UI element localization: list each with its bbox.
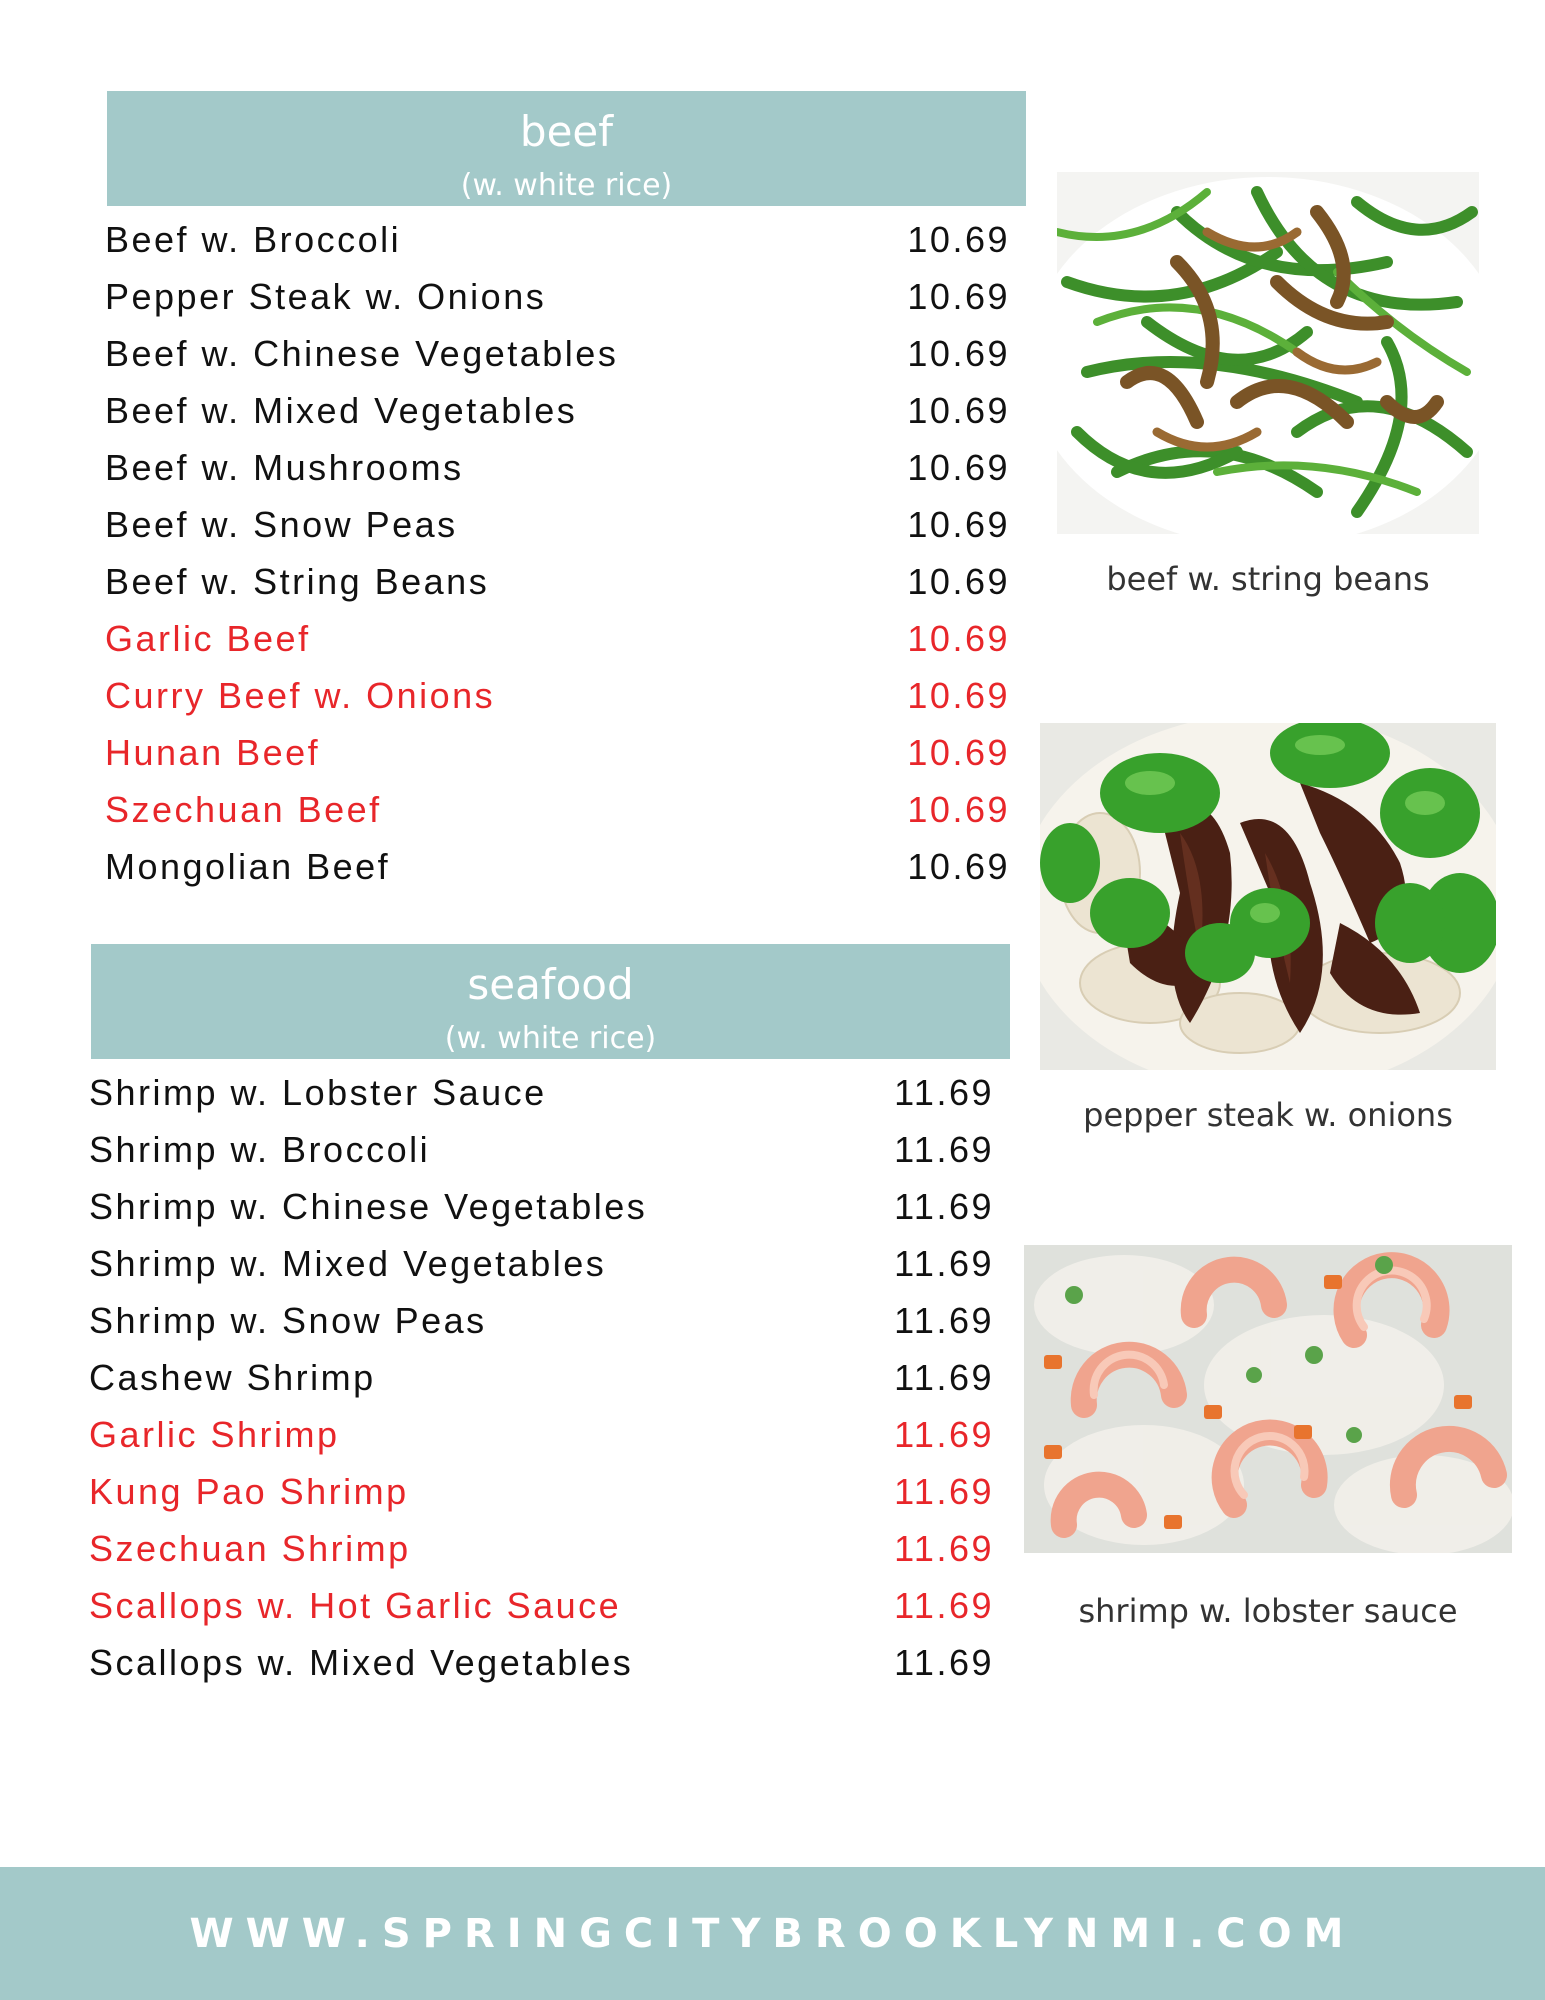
menu-item-price: 11.69 [894, 1584, 994, 1626]
menu-item-price: 10.69 [907, 275, 1010, 317]
menu-item [89, 1292, 994, 1349]
menu-item-name: Scallops w. Mixed Vegetables [89, 1641, 634, 1683]
menu-item [105, 610, 1010, 667]
menu-item-name: Garlic Beef [105, 617, 311, 659]
shrimp-lobster-sauce-caption: shrimp w. lobster sauce [1078, 1592, 1458, 1630]
menu-item-price: 10.69 [907, 218, 1010, 260]
menu-item [89, 1577, 994, 1634]
menu-item [105, 325, 1010, 382]
beef-section-subtitle: (w. white rice) [460, 168, 673, 203]
footer-bar [0, 1867, 1545, 2000]
menu-item-name: Beef w. Snow Peas [105, 503, 458, 545]
menu-item-name: Beef w. Mushrooms [105, 446, 464, 488]
menu-item [105, 439, 1010, 496]
seafood-section-header [91, 944, 1010, 1059]
menu-item-price: 11.69 [894, 1527, 994, 1569]
menu-item [105, 382, 1010, 439]
menu-item-price: 10.69 [907, 560, 1010, 602]
menu-item [105, 724, 1010, 781]
pepper-steak-photo [1040, 723, 1496, 1070]
menu-item-name: Szechuan Beef [105, 788, 382, 830]
menu-item-name: Shrimp w. Lobster Sauce [89, 1071, 547, 1113]
menu-item-price: 10.69 [907, 788, 1010, 830]
menu-item-price: 10.69 [907, 674, 1010, 716]
pepper-steak-caption: pepper steak w. onions [1083, 1096, 1453, 1134]
menu-item [105, 781, 1010, 838]
menu-item-name: Beef w. Broccoli [105, 218, 402, 260]
beef-menu-list [105, 211, 1010, 895]
menu-item [89, 1235, 994, 1292]
menu-item-name: Shrimp w. Broccoli [89, 1128, 431, 1170]
menu-item-price: 11.69 [894, 1413, 994, 1455]
menu-item [89, 1349, 994, 1406]
menu-item-name: Shrimp w. Snow Peas [89, 1299, 487, 1341]
beef-string-beans-caption: beef w. string beans [1106, 560, 1430, 598]
menu-item-price: 11.69 [894, 1071, 994, 1113]
menu-item-price: 10.69 [907, 731, 1010, 773]
menu-item [89, 1121, 994, 1178]
menu-item-price: 10.69 [907, 503, 1010, 545]
menu-item-name: Beef w. Chinese Vegetables [105, 332, 619, 374]
menu-item-price: 11.69 [894, 1185, 994, 1227]
menu-item-name: Beef w. String Beans [105, 560, 490, 602]
menu-item [89, 1520, 994, 1577]
menu-item-name: Beef w. Mixed Vegetables [105, 389, 578, 431]
menu-item-price: 10.69 [907, 617, 1010, 659]
menu-item-name: Szechuan Shrimp [89, 1527, 411, 1569]
menu-item [105, 496, 1010, 553]
menu-item-name: Shrimp w. Mixed Vegetables [89, 1242, 607, 1284]
seafood-menu-list [89, 1064, 994, 1691]
menu-item-name: Garlic Shrimp [89, 1413, 340, 1455]
beef-section-header [107, 91, 1026, 206]
website-link[interactable]: WWW.SPRINGCITYBROOKLYNMI.COM [189, 1910, 1356, 1957]
menu-item-price: 11.69 [894, 1299, 994, 1341]
menu-item-name: Pepper Steak w. Onions [105, 275, 547, 317]
menu-item-name: Cashew Shrimp [89, 1356, 376, 1398]
menu-item-price: 10.69 [907, 332, 1010, 374]
menu-item-name: Mongolian Beef [105, 845, 391, 887]
menu-item [105, 553, 1010, 610]
menu-item [89, 1064, 994, 1121]
menu-item-name: Hunan Beef [105, 731, 321, 773]
menu-item-price: 11.69 [894, 1242, 994, 1284]
menu-item-price: 10.69 [907, 845, 1010, 887]
menu-item-price: 11.69 [894, 1470, 994, 1512]
shrimp-lobster-sauce-photo [1024, 1245, 1512, 1553]
menu-item [89, 1463, 994, 1520]
menu-item-name: Kung Pao Shrimp [89, 1470, 409, 1512]
menu-item [89, 1634, 994, 1691]
menu-item-price: 11.69 [894, 1641, 994, 1683]
menu-item [89, 1178, 994, 1235]
menu-item-price: 10.69 [907, 446, 1010, 488]
menu-item [105, 268, 1010, 325]
menu-item [105, 838, 1010, 895]
menu-item-price: 11.69 [894, 1128, 994, 1170]
menu-item [89, 1406, 994, 1463]
menu-item [105, 211, 1010, 268]
seafood-section-subtitle: (w. white rice) [444, 1021, 657, 1056]
menu-item-price: 11.69 [894, 1356, 994, 1398]
menu-item-name: Scallops w. Hot Garlic Sauce [89, 1584, 622, 1626]
menu-item [105, 667, 1010, 724]
menu-item-price: 10.69 [907, 389, 1010, 431]
menu-item-name: Shrimp w. Chinese Vegetables [89, 1185, 648, 1227]
beef-string-beans-photo [1057, 172, 1479, 534]
beef-section-title: beef [519, 107, 614, 156]
seafood-section-title: seafood [467, 960, 634, 1009]
menu-item-name: Curry Beef w. Onions [105, 674, 496, 716]
